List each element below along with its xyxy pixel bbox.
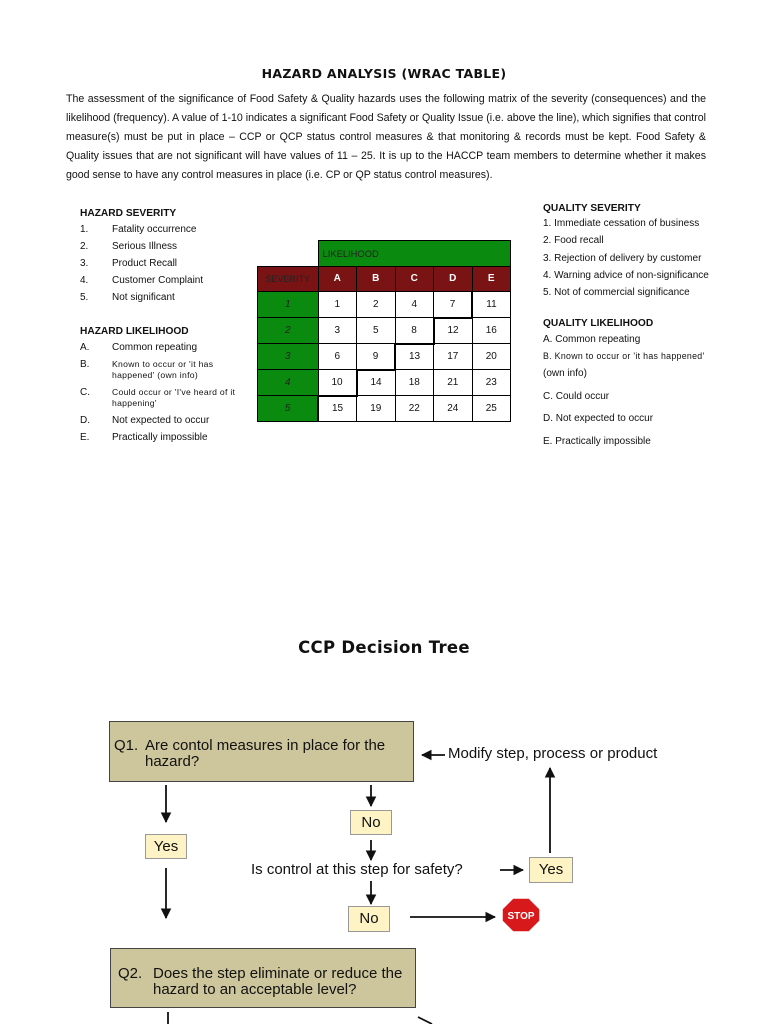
page-title: HAZARD ANALYSIS (WRAC TABLE) (261, 66, 507, 81)
matrix-cell: 10 (318, 370, 357, 396)
q1-box (109, 721, 414, 782)
decision-tree-title: CCP Decision Tree (298, 638, 470, 657)
q1-text: Are contol measures in place for the hazard? (145, 737, 386, 770)
matrix-cell: 6 (318, 344, 357, 370)
yes-box: Yes (145, 834, 187, 859)
matrix-cell: 9 (357, 344, 396, 370)
list-item: 4. Customer Complaint (80, 275, 204, 286)
matrix-cell: 16 (472, 318, 511, 344)
list-item: 1. Immediate cessation of business (543, 218, 700, 229)
matrix-cell: 19 (357, 396, 396, 422)
list-item: C. Could occur or 'I've heard of it happening' (80, 387, 236, 408)
row-header: 2 (258, 318, 319, 344)
likelihood-header: LIKELIHOOD (318, 241, 511, 267)
control-question: Is control at this step for safety? (251, 861, 463, 878)
matrix-cell: 1 (318, 292, 357, 318)
list-item: D. Not expected to occur (80, 415, 210, 426)
list-item: 1. Fatality occurrence (80, 224, 197, 235)
matrix-cell: 24 (434, 396, 473, 422)
no-box: No (350, 810, 392, 835)
column-header: E (472, 266, 511, 292)
list-item: 5. Not significant (80, 292, 175, 303)
list-item: 3. Rejection of delivery by customer (543, 252, 702, 264)
matrix-cell: 23 (472, 370, 511, 396)
matrix-cell: 2 (357, 292, 396, 318)
severity-header: SEVERITY (258, 266, 319, 292)
q1-number: Q1. (114, 737, 139, 754)
quality-severity-title: QUALITY SEVERITY (543, 203, 641, 214)
column-header: A (318, 266, 357, 292)
list-item: E. Practically impossible (543, 436, 651, 447)
stop-sign-icon (501, 897, 541, 933)
list-item: C. Could occur (543, 391, 610, 402)
matrix-cell: 15 (318, 396, 357, 422)
list-item: 3. Product Recall (80, 258, 178, 269)
column-header: C (395, 266, 434, 292)
row-header: 5 (258, 396, 319, 422)
matrix-cell: 22 (395, 396, 434, 422)
matrix-cell: 11 (472, 292, 511, 318)
hazard-likelihood-title: HAZARD LIKELIHOOD (80, 326, 189, 337)
matrix-cell: 8 (395, 318, 434, 344)
matrix-cell: 4 (395, 292, 434, 318)
list-item: 2. Serious Illness (80, 241, 178, 252)
column-header: B (357, 266, 396, 292)
matrix-cell: 3 (318, 318, 357, 344)
list-item: A. Common repeating (80, 342, 198, 353)
list-item: 5. Not of commercial significance (543, 287, 690, 299)
quality-likelihood-title: QUALITY LIKELIHOOD (543, 318, 654, 329)
list-item: B. Known to occur or 'it has happened' (own info) (80, 359, 214, 380)
yes-box: Yes (529, 857, 573, 883)
modify-step-label: Modify step, process or product (448, 745, 658, 762)
matrix-cell: 25 (472, 396, 511, 422)
intro-paragraph: The assessment of the significance of Food Safety & Quality hazards uses the following matrix of the severity (consequences) and the likelihood (frequency). A value of 1-10 indicates a significant Food Safety or Quality Issue (i.e. above the line), which signifies that control measure(s) must be put in place – CCP or QCP status control measures & that monitoring & records must be kept. Food Safety & Quality issues that are not significant will have values of 11 – 25. It is up to the HACCP team members to determine whether it makes good sense to have any control measures in place (i.e. CP or QP status control measures). (66, 93, 706, 181)
row-header: 1 (258, 292, 319, 318)
matrix-cell: 5 (357, 318, 396, 344)
list-item: (own info) (543, 368, 587, 379)
list-item: 2. Food recall (543, 235, 604, 247)
no-box: No (348, 906, 390, 932)
matrix-cell: 12 (434, 318, 473, 344)
q2-number: Q2. (118, 965, 143, 982)
matrix-cell: 13 (395, 344, 434, 370)
matrix-cell: 14 (357, 370, 396, 396)
arrow (418, 1017, 432, 1024)
matrix-cell: 7 (434, 292, 473, 318)
hazard-severity-title: HAZARD SEVERITY (80, 208, 177, 219)
matrix-cell: 21 (434, 370, 473, 396)
q2-box (110, 948, 416, 1008)
matrix-cell: 18 (395, 370, 434, 396)
matrix-cell: 17 (434, 344, 473, 370)
q2-text: Does the step eliminate or reduce the hazard to an acceptable level? (153, 965, 403, 998)
list-item: D. Not expected to occur (543, 413, 654, 424)
list-item: A. Common repeating (543, 334, 641, 345)
row-header: 3 (258, 344, 319, 370)
column-header: D (434, 266, 473, 292)
list-item: E. Practically impossible (80, 432, 208, 443)
list-item: 4. Warning advice of non-significance (543, 269, 709, 281)
matrix-cell: 20 (472, 344, 511, 370)
list-item: B. Known to occur or 'it has happened' (543, 351, 705, 361)
row-header: 4 (258, 370, 319, 396)
svg-text:STOP: STOP (507, 911, 535, 922)
